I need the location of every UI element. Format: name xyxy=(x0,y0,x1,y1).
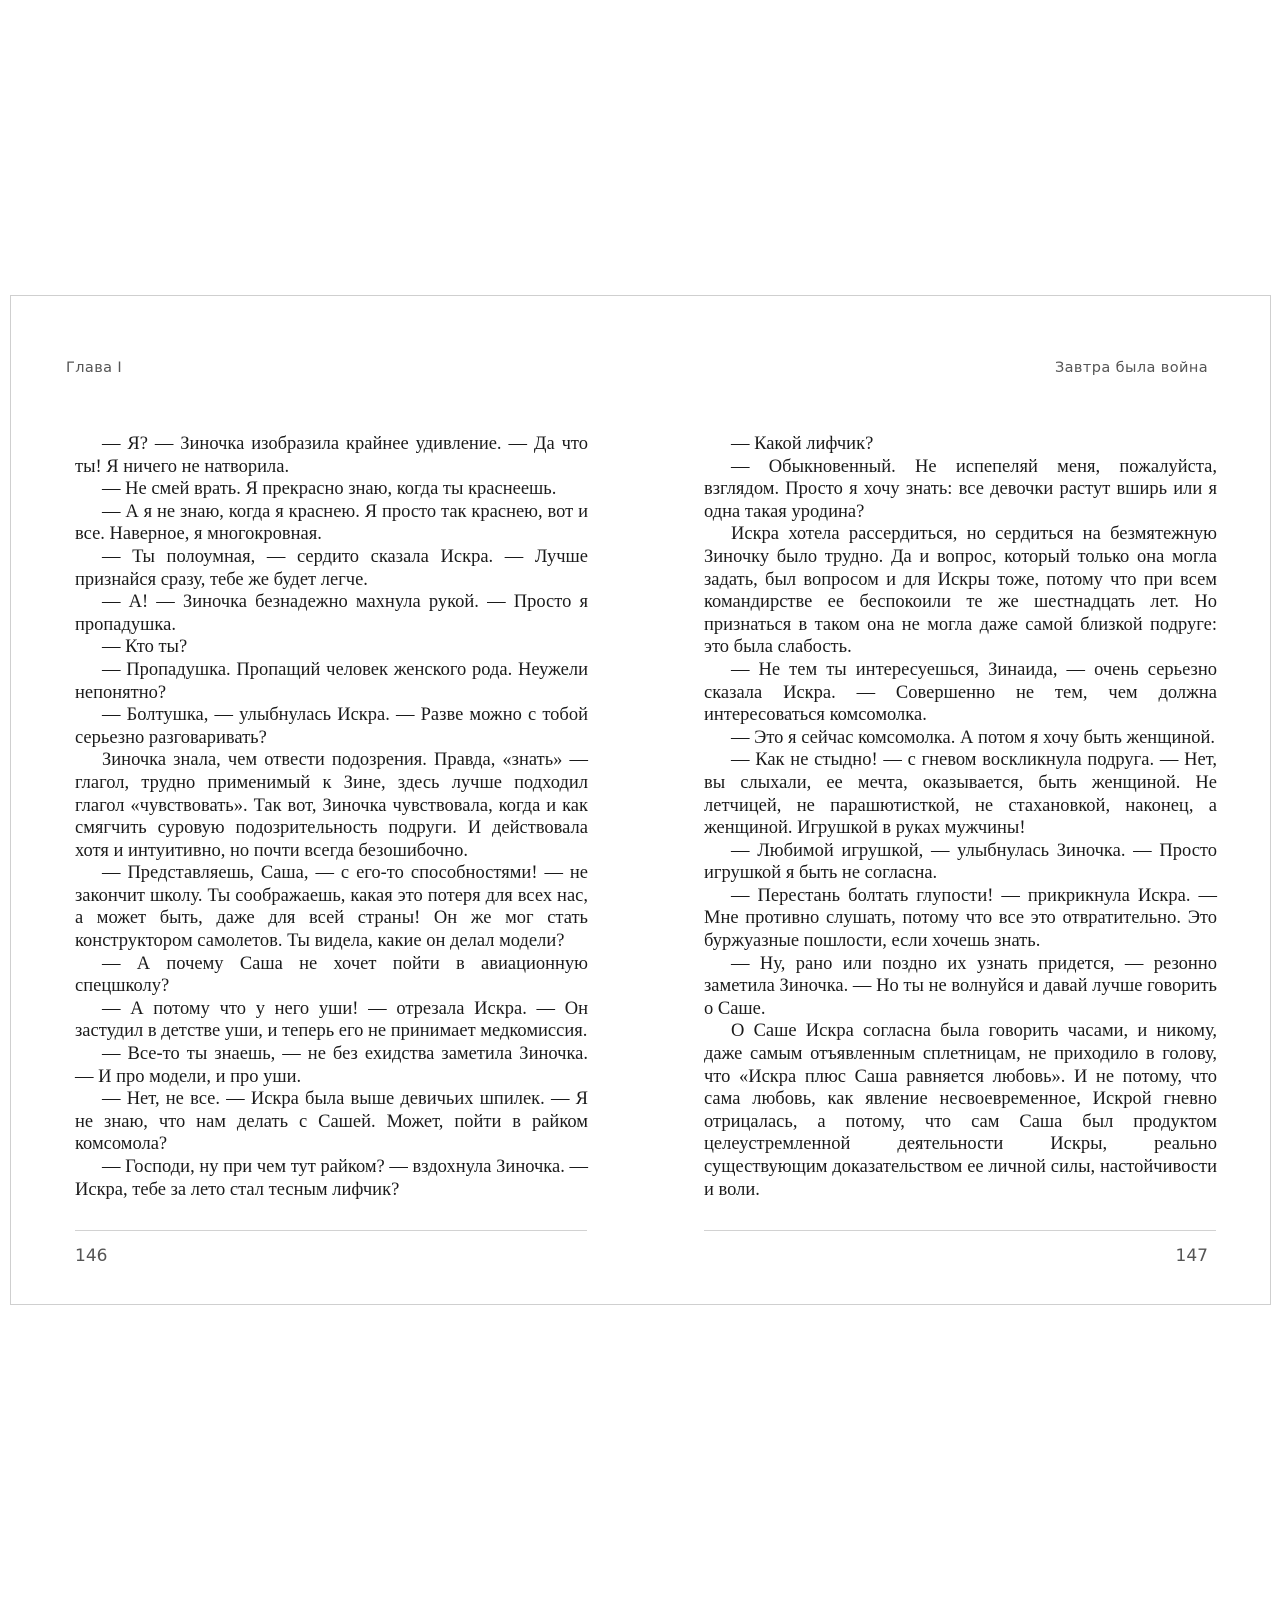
paragraph: — Перестань болтать глупости! — прикрикнула Искра. — Мне противно слушать, потому что все это отвратительно. Это буржуазные пошлости, если хочешь знать. xyxy=(704,885,1217,952)
right-page xyxy=(641,296,1272,1304)
paragraph: — Как не стыдно! — с гневом воскликнула подруга. — Нет, вы слыхали, ее мечта, оказывается, быть женщиной. Не летчицей, не парашютисткой, не стахановкой, наконец, а женщиной. Игрушкой в руках мужчины! xyxy=(704,750,1217,839)
left-page-text xyxy=(75,433,588,1201)
paragraph: — Пропадушка. Пропащий человек женского рода. Неужели непонятно? xyxy=(75,659,588,703)
paragraph: — А! — Зиночка безнадежно махнула рукой. — Просто я пропадушка. xyxy=(75,592,588,635)
paragraph: — Ну, рано или поздно их узнать придется, — резонно заметила Зиночка. — Но ты не волнуйся и давай лучше говорить о Саше. xyxy=(704,953,1217,1019)
left-page xyxy=(11,296,642,1304)
paragraph: Зиночка знала, чем отвести подозрения. Правда, «знать» — глагол, трудно применимый к Зине, здесь лучше подходил глагол «чувствовать». Так вот, Зиночка чувствовала, когда и как смягчить суровую подозрительность подруги. И действовала хотя и интуитивно, но почти всегда безошибочно. xyxy=(75,750,588,861)
running-head-chapter: Глава I xyxy=(66,360,123,376)
paragraph: — А потому что у него уши! — отрезала Искра. — Он застудил в детстве уши, и теперь его не принимает медкомиссия. xyxy=(75,998,588,1042)
paragraph: — Господи, ну при чем тут райком? — вздохнула Зиночка. — Искра, тебе за лето стал тесным лифчик? xyxy=(75,1157,588,1200)
paragraph: — А почему Саша не хочет пойти в авиационную спецшколу? xyxy=(75,953,588,997)
paragraph: — Кто ты? xyxy=(102,637,188,658)
right-page-text xyxy=(704,433,1217,1201)
page-number: 146 xyxy=(75,1246,108,1266)
paragraph: — А я не знаю, когда я краснею. Я просто так краснею, вот и все. Наверное, я многокровная. xyxy=(75,501,588,545)
paragraph: Искра хотела рассердиться, но сердиться на безмятежную Зиночку было трудно. Да и вопрос, который только она могла задать, был вопросом и для Искры тоже, потому что при всем командирстве ее беспокоили те же шестнадцать лет. Но признаться в таком она не могла даже самой близкой подруге: это была слабость. xyxy=(704,524,1217,658)
paragraph: — Не тем ты интересуешься, Зинаида, — очень серьезно сказала Искра. — Совершенно не тем, чем должна интересоваться комсомолка. xyxy=(704,659,1217,726)
footer-divider xyxy=(75,1230,587,1231)
paragraph: О Саше Искра согласна была говорить часами, и никому, даже самым отъявленным сплетницам, не приходило в голову, что «Искра плюс Саша равняется любовь». И не потому, что сама любовь, как явление несвоевременное, Искрой гневно отрицалась, а потому, что сам Саша был продуктом целеустремленной деятельности Искры, реально существующим доказательством ее личной силы, настойчивости и воли. xyxy=(704,1021,1217,1200)
paragraph: — Обыкновенный. Не испепеляй меня, пожалуйста, взглядом. Просто я хочу знать: все девочки растут вширь или я одна такая уродина? xyxy=(704,456,1217,522)
paragraph: — Представляешь, Саша, — с его-то способностями! — не закончит школу. Ты соображаешь, какая это потеря для всех нас, а может быть, даже для всей страны! Он же мог стать конструктором самолетов. Ты видела, какие он делал модели? xyxy=(75,863,588,952)
paragraph: — Все-то ты знаешь, — не без ехидства заметила Зиночка. — И про модели, и про уши. xyxy=(75,1044,588,1087)
paragraph: — Это я сейчас комсомолка. А потом я хочу быть женщиной. xyxy=(731,727,1216,748)
paragraph: — Любимой игрушкой, — улыбнулась Зиночка. — Просто игрушкой я быть не согласна. xyxy=(704,840,1217,884)
paragraph: — Какой лифчик? xyxy=(731,434,874,454)
paragraph: — Нет, не все. — Искра была выше девичьих шпилек. — Я не знаю, что нам делать с Сашей. Может, пойти в райком комсомола? xyxy=(75,1089,588,1155)
paragraph: — Болтушка, — улыбнулась Искра. — Разве можно с тобой серьезно разговаривать? xyxy=(75,705,588,748)
page-number: 147 xyxy=(1175,1246,1208,1266)
paragraph: — Не смей врать. Я прекрасно знаю, когда ты краснеешь. xyxy=(102,479,557,500)
footer-divider xyxy=(704,1230,1216,1231)
running-head-title: Завтра была война xyxy=(1054,360,1208,376)
book-spread xyxy=(10,295,1271,1305)
paragraph: — Я? — Зиночка изобразила крайнее удивление. — Да что ты! Я ничего не натворила. xyxy=(75,434,588,477)
paragraph: — Ты полоумная, — сердито сказала Искра. — Лучше признайся сразу, тебе же будет легче. xyxy=(75,546,588,590)
